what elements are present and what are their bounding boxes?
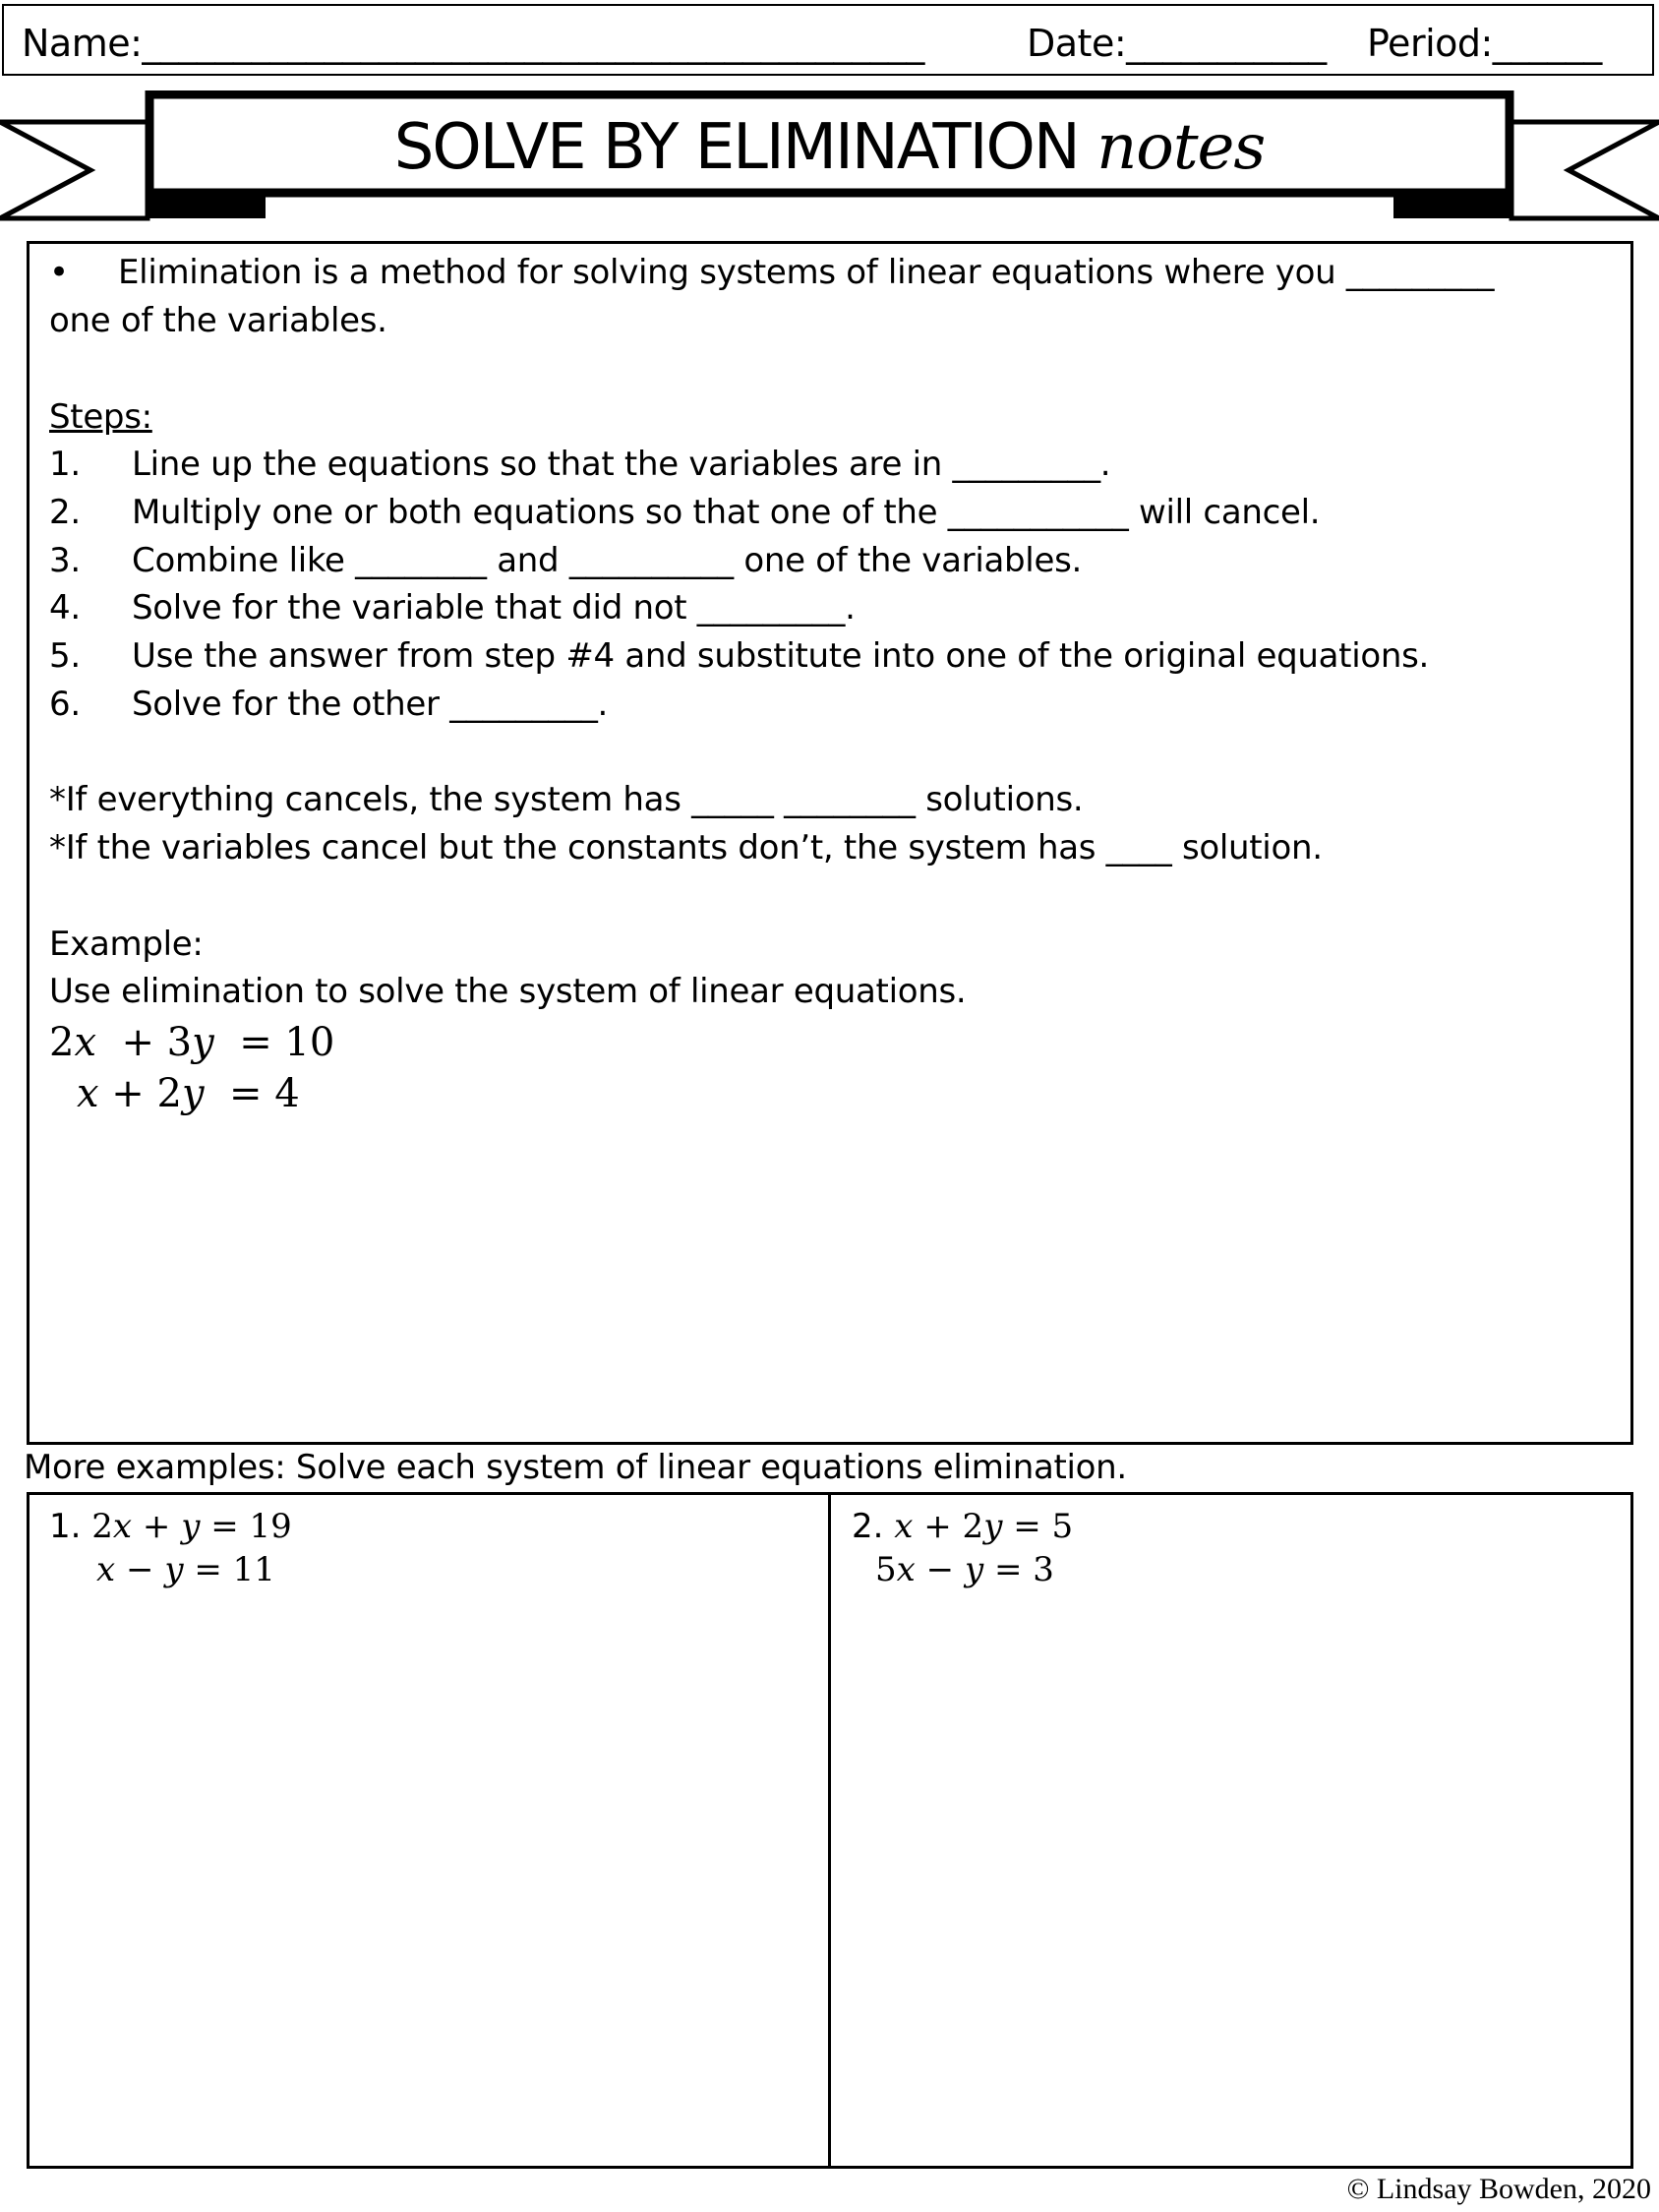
steps-label: Steps: [49, 397, 152, 437]
problem-number: 1. [49, 1507, 82, 1546]
more-examples-label: More examples: Solve each system of linear equations elimination. [24, 1448, 1127, 1487]
period-label: Period: [1367, 22, 1493, 65]
practice-divider [828, 1492, 831, 2169]
example-instruction: Use elimination to solve the system of linear equations. [49, 972, 967, 1011]
step-number: 6. [49, 685, 81, 724]
example-equation-1: 2x + 3y = 10 [49, 1020, 335, 1065]
banner-left-tail [0, 122, 148, 218]
step-number: 1. [49, 445, 81, 484]
period-blank: ______ [1492, 22, 1602, 65]
problem-2-equation-2: 5x − y = 3 [875, 1550, 1054, 1589]
period-line [1367, 22, 1602, 65]
intro-bullet: • [49, 253, 69, 292]
name-line [22, 22, 924, 65]
step-number: 3. [49, 541, 81, 580]
intro-line-2: one of the variables. [49, 301, 387, 340]
name-label: Name: [22, 22, 143, 65]
copyright: © Lindsay Bowden, 2020 [1346, 2173, 1651, 2205]
step-text: Line up the equations so that the variables are in _________. [132, 445, 1111, 484]
title-text: SOLVE BY ELIMINATION [393, 111, 1079, 184]
student-info-header [2, 4, 1654, 76]
example-label: Example: [49, 925, 204, 964]
banner-right-tail [1511, 122, 1659, 218]
name-blank: ___________________________________________ [142, 22, 924, 65]
problem-2-equation-1: 2. x + 2y = 5 [852, 1507, 1074, 1546]
step-number: 4. [49, 588, 81, 628]
date-blank: ___________ [1126, 22, 1327, 65]
step-text: Combine like ________ and __________ one of the variables. [132, 541, 1082, 580]
intro-line-1: Elimination is a method for solving systems of linear equations where you _________ [118, 253, 1495, 292]
title-notes-script: notes [1096, 111, 1266, 184]
step-text: Use the answer from step #4 and substitute into one of the original equations. [132, 636, 1430, 676]
problem-1-equation-1: 1. 2x + y = 19 [49, 1507, 292, 1546]
step-text: Solve for the variable that did not _________. [132, 588, 856, 628]
step-number: 5. [49, 636, 81, 676]
date-label: Date: [1027, 22, 1127, 65]
step-text: Solve for the other _________. [132, 685, 609, 724]
note-no-solution: *If the variables cancel but the constants don’t, the system has ____ solution. [49, 828, 1323, 867]
problem-number: 2. [852, 1507, 884, 1546]
date-line [1027, 22, 1327, 65]
problem-1-equation-2: x − y = 11 [96, 1550, 275, 1589]
example-equation-2: x + 2y = 4 [77, 1071, 300, 1116]
page-title [157, 108, 1502, 187]
note-all-cancel: *If everything cancels, the system has _____ ________ solutions. [49, 780, 1084, 819]
step-number: 2. [49, 493, 81, 532]
step-text: Multiply one or both equations so that one of the ___________ will cancel. [132, 493, 1321, 532]
